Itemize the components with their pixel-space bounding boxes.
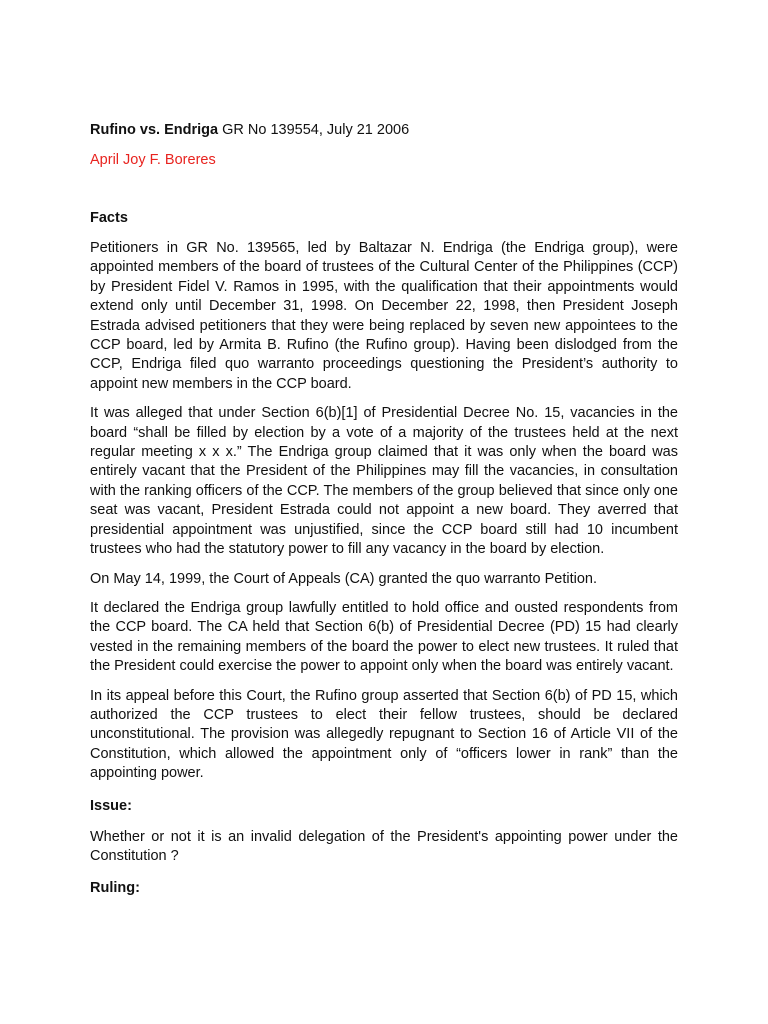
facts-paragraph-2: It was alleged that under Section 6(b)[1] of Presidential Decree No. 15, vacancies in the board “shall be filled by election by a vote of a majority of the trustees held at the next regular meeting x x x.” The Endriga group claimed that it was only when the board was entirely vacant that the President of the Philippines may fill the vacancies, in consultation with the ranking officers of the CCP. The members of the group believed that since only one seat was vacant, President Estrada could not appoint a new board. They averred that presidential appointment was unjustified, since the CCP board still had 10 incumbent trustees who had the statutory power to fill any vacancy in the board by election.	[90, 405, 678, 558]
case-title	[90, 120, 678, 140]
ruling-heading: Ruling:	[90, 880, 140, 897]
document-page	[90, 120, 678, 898]
author-name: April Joy F. Boreres	[90, 152, 216, 168]
facts-paragraph-1: Petitioners in GR No. 139565, led by Baltazar N. Endriga (the Endriga group), were appointed members of the board of trustees of the Cultural Center of the Philippines (CCP) by President Fidel V. Ramos in 1995, with the qualification that their appointments would extend only until December 31, 1998. On December 22, 1998, then President Joseph Estrada advised petitioners that they were being replaced by seven new appointees to the CCP board, led by Armita B. Rufino (the Rufino group). Having been dislodged from the CCP, Endriga filed quo warranto proceedings questioning the President’s authority to appoint new members in the CCP board.	[90, 240, 678, 392]
issue-text: Whether or not it is an invalid delegation of the President's appointing power under the Constitution ?	[90, 828, 678, 864]
case-citation: GR No 139554, July 21 2006	[218, 122, 410, 138]
facts-paragraph-4: It declared the Endriga group lawfully entitled to hold office and ousted respondents from the CCP board. The CA held that Section 6(b) of Presidential Decree (PD) 15 had clearly vested in the remaining members of the board the power to elect new trustees. It ruled that the President could exercise the power to appoint only when the board was entirely vacant.	[90, 599, 678, 675]
issue-heading: Issue:	[90, 797, 132, 814]
facts-heading: Facts	[90, 210, 128, 226]
facts-paragraph-5: In its appeal before this Court, the Rufino group asserted that Section 6(b) of PD 15, which authorized the CCP trustees to elect their fellow trustees, should be declared unconstitutional. The provision was allegedly repugnant to Section 16 of Article VII of the Constitution, which allowed the appointment only of “officers lower in rank” than the appointing power.	[90, 687, 678, 782]
case-title-bold: Rufino vs. Endriga	[90, 122, 219, 138]
facts-paragraph-3: On May 14, 1999, the Court of Appeals (CA) granted the quo warranto Petition.	[90, 570, 597, 587]
